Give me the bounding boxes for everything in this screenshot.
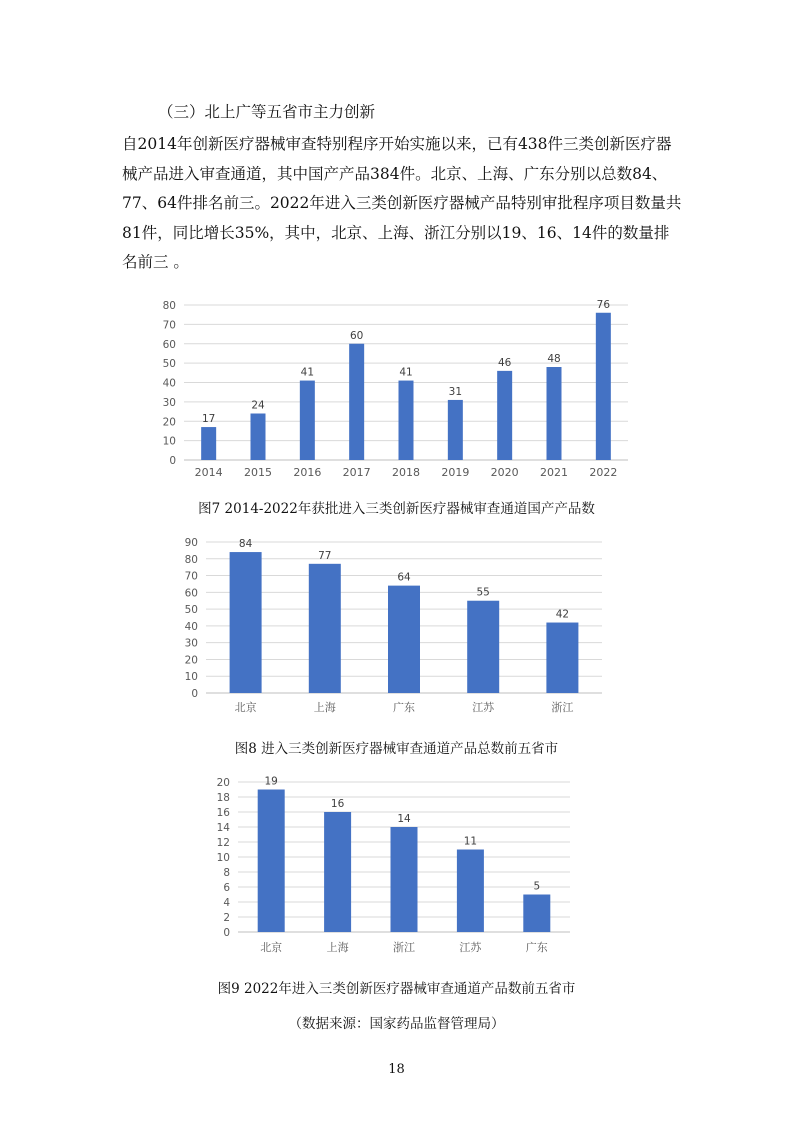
y-tick-label: 4	[223, 897, 230, 909]
y-tick-label: 20	[184, 654, 198, 667]
y-tick-label: 2	[223, 912, 230, 924]
bar	[391, 827, 418, 932]
y-tick-label: 80	[184, 553, 198, 566]
figure-caption-9: 图9 2022年进入三类创新医疗器械审查通道产品数前五省市	[217, 981, 576, 997]
figure-caption-7: 图7 2014-2022年获批进入三类创新医疗器械审查通道国产产品数	[198, 501, 595, 517]
y-tick-label: 70	[184, 570, 198, 583]
y-tick-label: 0	[191, 688, 198, 700]
x-tick-label: 江苏	[459, 941, 482, 954]
y-tick-label: 80	[162, 300, 176, 312]
y-tick-label: 60	[162, 338, 176, 351]
section-heading: （三）北上广等五省市主力创新	[158, 103, 376, 121]
bar	[324, 812, 351, 932]
data-label: 14	[397, 813, 411, 825]
data-label: 55	[476, 586, 490, 599]
y-tick-label: 40	[162, 377, 176, 390]
data-label: 24	[251, 399, 265, 412]
bar-chart-top5-total	[0, 528, 793, 728]
y-tick-label: 0	[169, 455, 176, 467]
x-tick-label: 北京	[260, 941, 283, 954]
y-tick-label: 0	[223, 927, 230, 939]
data-label: 64	[397, 571, 411, 584]
x-tick-label: 上海	[326, 941, 349, 954]
bar	[467, 601, 499, 693]
x-tick-label: 广东	[525, 941, 548, 954]
y-tick-label: 16	[216, 807, 230, 819]
y-tick-label: 40	[184, 620, 198, 633]
data-label: 17	[201, 413, 216, 426]
x-tick-label: 浙江	[393, 941, 415, 954]
figure-caption-8: 图8 进入三类创新医疗器械审查通道产品总数前五省市	[234, 741, 559, 757]
bar	[300, 381, 315, 460]
y-tick-label: 30	[162, 396, 176, 409]
y-tick-label: 50	[184, 604, 198, 617]
data-label: 84	[238, 538, 253, 551]
data-label: 31	[448, 385, 463, 398]
data-label: 48	[547, 353, 561, 365]
x-tick-label: 2018	[392, 466, 420, 479]
bar	[251, 414, 266, 461]
data-label: 77	[318, 549, 332, 562]
bar	[457, 850, 484, 933]
x-tick-label: 2014	[194, 466, 223, 479]
data-label: 41	[399, 366, 413, 379]
y-tick-label: 20	[162, 416, 176, 429]
bar	[309, 564, 341, 693]
data-label: 76	[596, 298, 611, 311]
y-tick-label: 10	[184, 671, 198, 684]
x-tick-label: 浙江	[551, 701, 574, 714]
data-label: 11	[463, 835, 478, 848]
data-label: 42	[555, 608, 570, 621]
x-tick-label: 2021	[540, 466, 568, 479]
data-label: 5	[533, 880, 541, 893]
bar	[448, 400, 463, 460]
bar	[230, 552, 262, 693]
data-label: 41	[300, 366, 315, 379]
y-tick-label: 8	[223, 867, 230, 879]
data-label: 60	[349, 329, 364, 342]
x-tick-label: 2020	[490, 466, 519, 479]
y-tick-label: 10	[216, 852, 230, 864]
y-tick-label: 12	[216, 837, 230, 849]
bar	[399, 381, 414, 460]
bar	[349, 344, 364, 460]
bar	[547, 367, 562, 460]
x-tick-label: 广东	[393, 701, 415, 714]
data-label: 19	[264, 775, 278, 788]
bar-chart-yearly	[0, 290, 793, 490]
bar	[388, 586, 420, 693]
y-tick-label: 50	[162, 358, 176, 371]
bar	[201, 427, 216, 460]
y-tick-label: 90	[184, 537, 198, 549]
bar	[546, 623, 578, 693]
y-tick-label: 6	[223, 882, 230, 894]
data-label: 46	[497, 356, 512, 369]
x-tick-label: 上海	[313, 701, 336, 714]
y-tick-label: 10	[162, 435, 176, 448]
y-tick-label: 20	[216, 777, 230, 789]
data-label: 16	[330, 798, 345, 810]
body-paragraph: 自2014年创新医疗器械审查特别程序开始实施以来，已有438件三类创新医疗器械产品进入审查通道，其中国产产品384件。北京、上海、广东分别以总数84、77、64件排名前三。2022年进入三类创新医疗器械产品特别审批程序项目数量共81件，同比增长35%，其中，北京、上海、浙江分别以19、16、14件的数量排名前三 。	[122, 135, 682, 271]
data-source-note: （数据来源：国家药品监督管理局）	[288, 1016, 505, 1032]
y-tick-label: 60	[184, 587, 198, 600]
x-tick-label: 江苏	[472, 701, 495, 714]
x-tick-label: 2015	[244, 466, 272, 479]
bar-chart-top5-2022	[0, 768, 793, 968]
bar	[497, 371, 512, 460]
y-tick-label: 18	[216, 792, 230, 804]
x-tick-label: 2017	[342, 466, 371, 479]
x-tick-label: 2022	[589, 466, 618, 479]
bar	[258, 790, 285, 933]
bar	[523, 895, 550, 933]
x-tick-label: 2016	[293, 466, 322, 479]
x-tick-label: 2019	[441, 466, 470, 479]
x-tick-label: 北京	[234, 701, 257, 714]
bar	[596, 313, 611, 460]
y-tick-label: 14	[216, 822, 230, 834]
y-tick-label: 30	[184, 637, 198, 650]
y-tick-label: 70	[162, 319, 176, 332]
page-number: 18	[388, 1062, 405, 1077]
